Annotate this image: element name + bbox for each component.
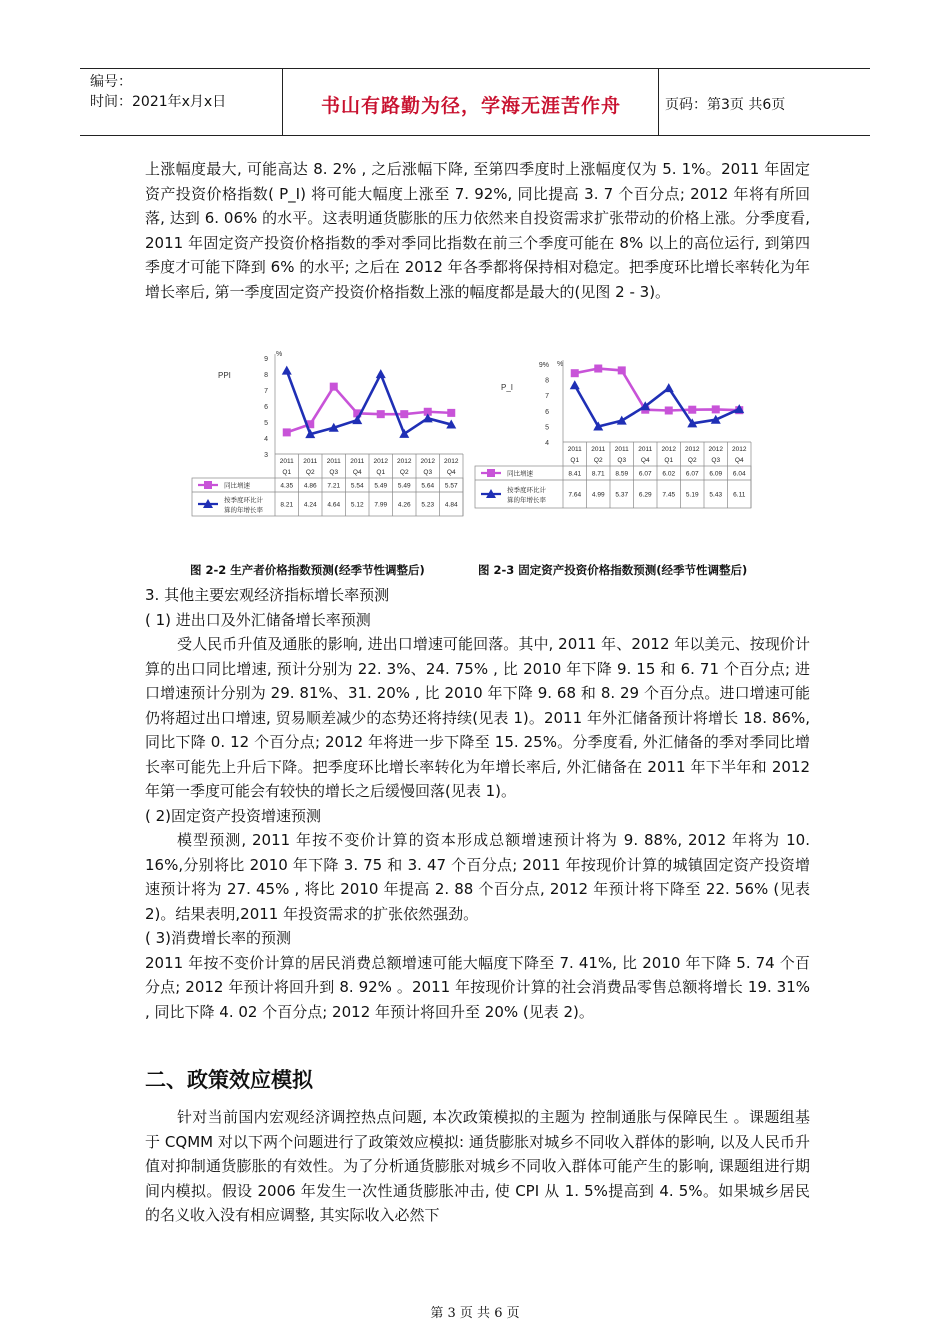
- data-label: 8.59: [615, 470, 629, 478]
- data-label: 7.99: [374, 501, 388, 509]
- data-point: [282, 366, 292, 375]
- x-tick-quarter: Q1: [570, 457, 580, 464]
- data-label: 6.04: [732, 470, 746, 478]
- data-label: 5.49: [374, 482, 388, 490]
- section-3: [145, 583, 810, 1024]
- legend-label: 算的年增长率: [507, 496, 546, 504]
- page-header: [80, 68, 870, 136]
- x-tick-year: 2011: [279, 458, 294, 465]
- y-tick-label: 3: [264, 452, 268, 459]
- y-tick-label: 9: [264, 356, 268, 363]
- data-label: 6.11: [733, 491, 746, 499]
- x-tick-quarter: Q2: [305, 469, 315, 476]
- data-label: 5.23: [421, 501, 435, 509]
- y-tick-label: 8: [264, 372, 268, 379]
- body-text-top: [145, 157, 810, 304]
- x-tick-year: 2011: [614, 446, 629, 453]
- data-point: [712, 405, 720, 413]
- x-tick-year: 2012: [661, 446, 676, 453]
- header-page-number: 页码：第3页 共6页: [665, 97, 786, 113]
- data-point: [570, 380, 580, 389]
- legend-label: 按季度环比计: [507, 486, 546, 494]
- y-tick-label: 6: [545, 408, 549, 416]
- y-axis-unit: %: [276, 351, 283, 358]
- page-footer: 第 3 页 共 6 页: [430, 1306, 520, 1321]
- x-tick-year: 2012: [420, 458, 435, 465]
- legend-marker: [204, 481, 212, 489]
- header-number: 编号：: [90, 74, 132, 90]
- header-meta: [90, 72, 226, 112]
- ppi-chart: [190, 348, 468, 528]
- x-tick-quarter: Q4: [640, 457, 650, 464]
- data-label: 5.37: [615, 491, 629, 499]
- paragraph: 2011 年按不变价计算的居民消费总额增速可能大幅度下降至 7. 41%, 比 2010 年下降 5. 74 个百分点; 2012 年预计将回升到 8. 92% 。2011 年按现价计算的社会消费品零售总额将增长 19. 31% , 同比下降 4. 02 个百分点; 2012 年预计将回升至 20% (见表 2)。: [145, 953, 810, 1021]
- x-tick-quarter: Q3: [617, 457, 627, 464]
- pi-chart: [473, 338, 763, 528]
- paragraph: 上涨幅度最大, 可能高达 8. 2% , 之后涨幅下降, 至第四季度时上涨幅度仅为 5. 1%。2011 年固定资产投资价格指数( P_I) 将可能大幅度上涨至 7. 92%, 同比提高 3. 7 个百分点; 2012 年将有所回落, 达到 6. 06% 的水平。这表明通货膨胀的压力依然来自投资需求扩张带动的价格上涨。分季度看, 2011 年固定资产投资价格指数的季对季同比指数在前三个季度可能在 8% 以上的高位运行, 到第四季度才可能下降到 6% 的水平; 之后在 2012 年各季都将保持相对稳定。把季度环比增长率转化为年增长率后, 第一季度固定资产投资价格指数上涨的幅度都是最大的(见图 2 - 3)。: [145, 160, 810, 301]
- data-label: 5.12: [350, 501, 364, 509]
- data-label: 4.24: [303, 501, 317, 509]
- y-tick-label: 4: [545, 440, 549, 447]
- header-motto: 书山有路勤为径，学海无涯苦作舟: [320, 95, 621, 117]
- data-label: 4.35: [280, 482, 294, 490]
- x-tick-quarter: Q3: [711, 457, 721, 464]
- data-label: 6.29: [638, 491, 652, 499]
- legend-label: 同比增速: [224, 481, 250, 490]
- data-label: 4.84: [444, 501, 458, 509]
- x-tick-year: 2011: [567, 446, 582, 453]
- paragraph: 模型预测, 2011 年按不变价计算的资本形成总额增速预计将为 9. 88%, 2012 年将为 10. 16%,分别将比 2010 年下降 3. 75 和 3. 47 个百分点; 2011 年按现价计算的城镇固定资产投资增速预计将为 27. 45% , 将比 2010 年提高 2. 88 个百分点, 2012 年预计将下降至 22. 56% (见表 2)。结果表明,2011 年投资需求的扩张依然强劲。: [145, 831, 810, 923]
- x-tick-quarter: Q1: [282, 469, 292, 476]
- paragraph: 受人民币升值及通胀的影响, 进出口增速可能回落。其中, 2011 年、2012 年以美元、按现价计算的出口同比增速, 预计分别为 22. 3%、24. 75% , 比 2010 年下降 9. 15 和 6. 71 个百分点; 进口增速预计分别为 29. 81%、31. 20% , 比 2010 年下降 9. 68 和 8. 29 个百分点。进口增速可能仍将超过出口增速, 贸易顺差减少的态势还将持续(见表 1)。2011 年外汇储备预计将增长 18. 86%, 同比下降 0. 12 个百分点; 2012 年将进一步下降至 15. 25%。分季度看, 外汇储备的季对季同比增长率可能先上升后下降。把季度环比增长率转化为年增长率后, 外汇储备在 2011 年下半年和 2012 年第一季度可能会有较快的增长之后缓慢回落(见表 1)。: [145, 635, 810, 800]
- data-label: 5.64: [421, 482, 435, 490]
- x-tick-year: 2012: [373, 458, 388, 465]
- x-tick-quarter: Q1: [376, 469, 386, 476]
- data-point: [664, 383, 674, 392]
- x-tick-year: 2011: [591, 446, 606, 453]
- y-tick-label: 4: [264, 436, 268, 443]
- subheading: ( 3)消费增长率的预测: [145, 929, 292, 947]
- legend-label: 同比增速: [507, 469, 533, 478]
- header-divider: [658, 68, 659, 136]
- section-heading: 3. 其他主要宏观经济指标增长率预测: [145, 586, 390, 604]
- series-line: [575, 369, 740, 411]
- paragraph: 针对当前国内宏观经济调控热点问题, 本次政策模拟的主题为 控制通胀与保障民生 。课题组基于 CQMM 对以下两个问题进行了政策效应模拟: 通货膨胀对城乡不同收入群体的影响, 以及人民币升值对抑制通货膨胀的有效性。为了分析通货膨胀对城乡不同收入群体可能产生的影响, 课题组进行期间内模拟。假设 2006 年发生一次性通货膨胀冲击, 使 CPI 从 1. 5%提高到 4. 5%。如果城乡居民的名义收入没有相应调整, 其实际收入必然下: [145, 1108, 810, 1224]
- data-point: [376, 369, 386, 378]
- y-tick-label: 7: [264, 388, 268, 395]
- x-tick-year: 2012: [397, 458, 412, 465]
- x-tick-year: 2012: [444, 458, 459, 465]
- x-tick-year: 2011: [638, 446, 653, 453]
- x-tick-year: 2011: [303, 458, 318, 465]
- data-point: [665, 406, 673, 414]
- data-point: [688, 406, 696, 414]
- data-label: 7.64: [568, 491, 582, 499]
- header-bottom-rule: [80, 135, 870, 136]
- header-time: 时间：2021年x月x日: [90, 94, 227, 110]
- data-point: [447, 409, 455, 417]
- section-title: 二、政策效应模拟: [145, 1068, 313, 1092]
- x-tick-year: 2011: [350, 458, 365, 465]
- data-label: 7.21: [327, 482, 341, 490]
- y-tick-label: 5: [545, 424, 549, 432]
- x-tick-year: 2012: [732, 446, 747, 453]
- data-label: 5.49: [397, 482, 411, 490]
- y-tick-label: 6: [264, 404, 268, 411]
- y-tick-label: 9%: [538, 362, 549, 369]
- section-2: [145, 1105, 810, 1228]
- x-tick-year: 2012: [708, 446, 723, 453]
- y-tick-label: 8: [545, 377, 549, 385]
- x-tick-quarter: Q4: [734, 457, 744, 464]
- pi-chart-caption: 图 2-3 固定资产投资价格指数预测(经季节性调整后): [478, 563, 748, 577]
- x-tick-quarter: Q4: [446, 469, 456, 476]
- header-top-rule: [80, 68, 870, 69]
- header-divider: [282, 68, 283, 136]
- y-axis-unit: %: [557, 361, 564, 368]
- data-label: 5.19: [685, 491, 699, 499]
- x-tick-quarter: Q4: [352, 469, 362, 476]
- data-label: 5.54: [350, 482, 364, 490]
- data-label: 6.07: [685, 470, 699, 478]
- data-point: [618, 366, 626, 374]
- x-tick-year: 2012: [685, 446, 700, 453]
- x-tick-quarter: Q2: [593, 457, 603, 464]
- data-label: 8.21: [280, 501, 294, 509]
- legend-marker: [487, 469, 495, 477]
- data-label: 4.99: [591, 491, 605, 499]
- x-tick-quarter: Q3: [423, 469, 433, 476]
- data-label: 5.43: [709, 491, 723, 499]
- x-tick-quarter: Q2: [687, 457, 697, 464]
- data-point: [330, 383, 338, 391]
- data-point: [594, 365, 602, 373]
- data-label: 8.71: [591, 470, 605, 478]
- data-point: [283, 428, 291, 436]
- data-label: 4.26: [397, 501, 411, 509]
- x-tick-year: 2011: [326, 458, 341, 465]
- data-label: 6.07: [638, 470, 652, 478]
- subheading: ( 1) 进出口及外汇储备增长率预测: [145, 610, 371, 629]
- x-tick-quarter: Q1: [664, 457, 674, 464]
- data-label: 4.64: [327, 501, 341, 509]
- y-tick-label: 5: [264, 420, 268, 427]
- data-label: 6.02: [662, 470, 676, 478]
- data-label: 6.09: [709, 470, 723, 478]
- ppi-chart-caption: 图 2-2 生产者价格指数预测(经季节性调整后): [190, 563, 425, 577]
- subheading: ( 2)固定资产投资增速预测: [145, 806, 322, 825]
- chart-title: P_I: [501, 383, 514, 392]
- data-point: [400, 410, 408, 418]
- legend-label: 按季度环比计: [224, 496, 263, 504]
- y-tick-label: 7: [545, 393, 549, 401]
- data-label: 7.45: [662, 491, 676, 499]
- data-point: [571, 369, 579, 377]
- x-tick-quarter: Q2: [399, 469, 409, 476]
- data-label: 8.41: [568, 470, 582, 478]
- data-label: 5.57: [444, 482, 458, 490]
- x-tick-quarter: Q3: [329, 469, 339, 476]
- chart-title: PPI: [218, 371, 231, 380]
- data-label: 4.86: [303, 482, 317, 490]
- legend-label: 算的年增长率: [224, 506, 263, 514]
- data-point: [377, 410, 385, 418]
